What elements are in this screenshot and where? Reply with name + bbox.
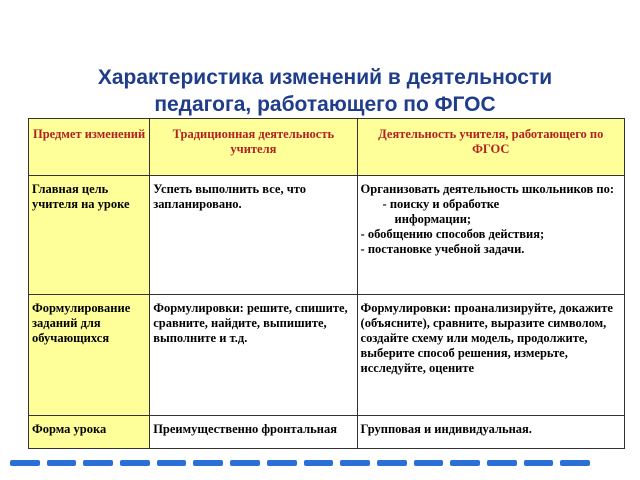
title-line-1: Характеристика изменений в деятельности <box>97 66 553 89</box>
dash-segment <box>47 460 77 466</box>
row-fgos <box>357 176 624 295</box>
row-traditional: Успеть выполнить все, что запланировано. <box>150 176 357 295</box>
row-fgos: Групповая и индивидуальная. <box>357 416 624 449</box>
dash-segment <box>83 460 113 466</box>
dash-segment <box>487 460 517 466</box>
header-subject: Предмет изменений <box>29 119 150 176</box>
dash-segment <box>193 460 223 466</box>
header-fgos: Деятельность учителя, работающего по ФГОС <box>357 119 624 176</box>
row-subject: Формулирование заданий для обучающихся <box>29 295 150 416</box>
table-row <box>29 416 625 449</box>
row-subject: Главная цель учителя на уроке <box>29 176 150 295</box>
row-subject: Форма урока <box>29 416 150 449</box>
decorative-dash-bar <box>10 460 590 466</box>
dash-segment <box>340 460 370 466</box>
dash-segment <box>157 460 187 466</box>
dash-segment <box>524 460 554 466</box>
table-header-row <box>29 119 625 176</box>
fgos-intro: Организовать деятельность школьников по: <box>360 182 614 196</box>
row-traditional: Преимущественно фронтальная <box>150 416 357 449</box>
fgos-item-1b: информации; <box>394 212 472 226</box>
title-line-2: педагога, работающего по ФГОС <box>154 93 496 116</box>
fgos-item-1a: - поиску и обработке <box>382 197 500 211</box>
dash-segment <box>450 460 480 466</box>
table-row <box>29 176 625 295</box>
dash-segment <box>10 460 40 466</box>
fgos-item-3: - постановке учебной задачи. <box>360 242 525 256</box>
page-title <box>30 64 620 118</box>
dash-segment <box>267 460 297 466</box>
dash-segment <box>560 460 590 466</box>
dash-segment <box>414 460 444 466</box>
dash-segment <box>230 460 260 466</box>
fgos-item-2: - обобщению способов действия; <box>360 227 545 241</box>
dash-segment <box>377 460 407 466</box>
row-traditional: Формулировки: решите, спишите, сравните, найдите, выпишите, выполните и т.д. <box>150 295 357 416</box>
row-fgos: Формулировки: проанализируйте, докажите (объясните), сравните, выразите символом, создайте схему или модель, продолжите, выберите способ решения, измерьте, исследуйте, оцените <box>357 295 624 416</box>
table-row <box>29 295 625 416</box>
comparison-table <box>28 118 625 449</box>
dash-segment <box>304 460 334 466</box>
header-traditional: Традиционная деятельность учителя <box>150 119 357 176</box>
dash-segment <box>120 460 150 466</box>
